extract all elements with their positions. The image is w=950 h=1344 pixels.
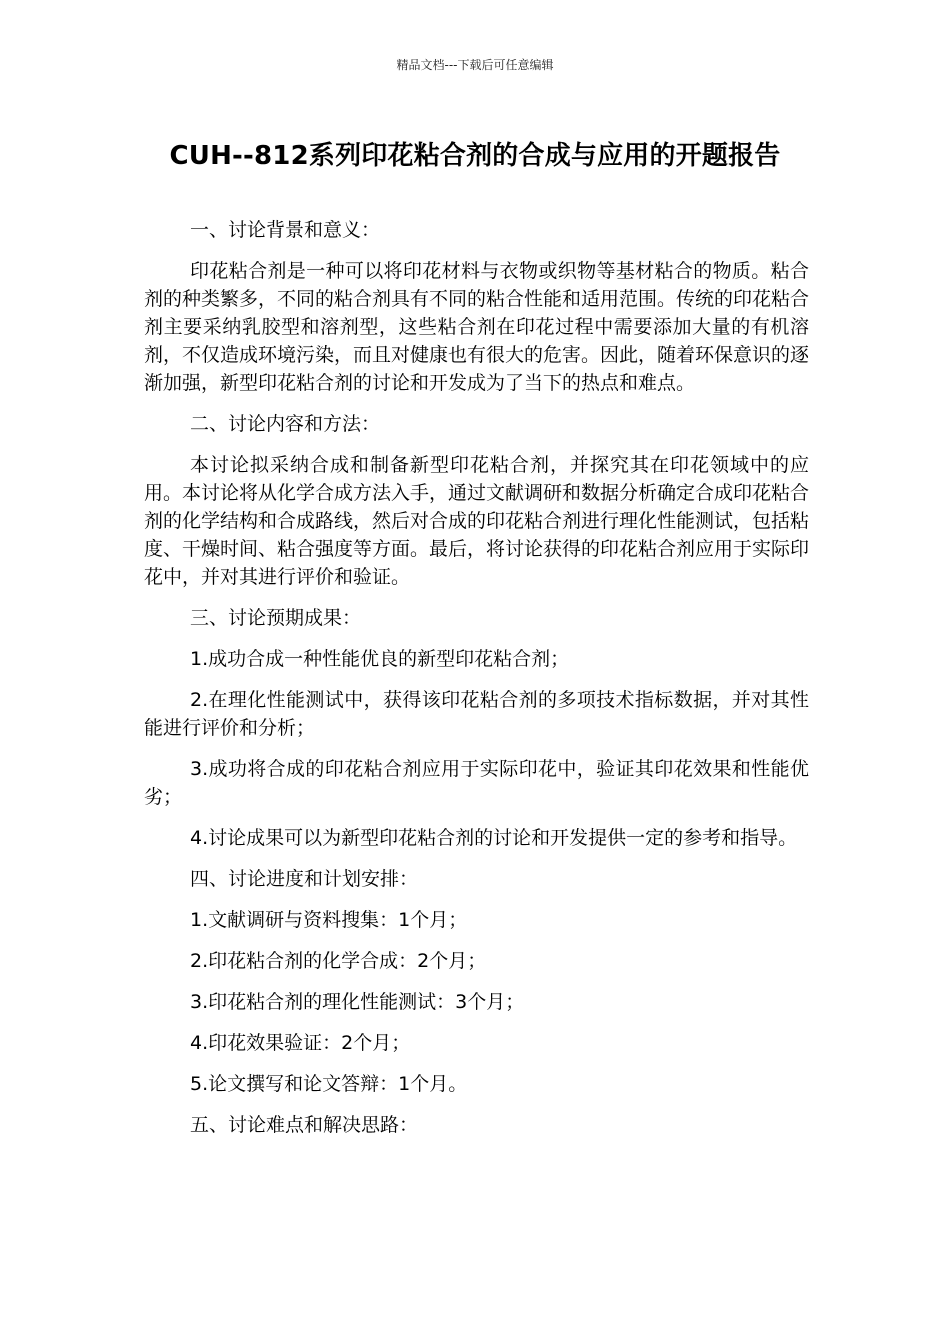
list-item-result-3: 3.成功将合成的印花粘合剂应用于实际印花中，验证其印花效果和性能优劣； (144, 758, 809, 808)
document-body (144, 216, 809, 1152)
section-heading-expected-results: 三、讨论预期成果： (190, 607, 362, 629)
list-item-schedule-1: 1.文献调研与资料搜集：1个月； (190, 909, 468, 931)
section-heading-difficulties: 五、讨论难点和解决思路： (190, 1114, 419, 1136)
list-item-result-4: 4.讨论成果可以为新型印花粘合剂的讨论和开发提供一定的参考和指导。 (190, 827, 798, 849)
list-item-schedule-4: 4.印花效果验证：2个月； (190, 1032, 411, 1054)
document-title: CUH--812系列印花粘合剂的合成与应用的开题报告 (169, 141, 781, 171)
list-item-result-2: 2.在理化性能测试中，获得该印花粘合剂的多项技术指标数据，并对其性能进行评价和分析； (144, 689, 809, 739)
section-heading-schedule: 四、讨论进度和计划安排： (190, 868, 419, 890)
section-heading-background: 一、讨论背景和意义： (190, 219, 381, 241)
list-item-schedule-2: 2.印花粘合剂的化学合成：2个月； (190, 950, 487, 972)
header-note: 精品文档---下载后可任意编辑 (396, 58, 554, 72)
section-heading-content-methods: 二、讨论内容和方法： (190, 413, 381, 435)
list-item-schedule-3: 3.印花粘合剂的理化性能测试：3个月； (190, 991, 525, 1013)
list-item-schedule-5: 5.论文撰写和论文答辩：1个月。 (190, 1073, 468, 1095)
paragraph-background: 印花粘合剂是一种可以将印花材料与衣物或织物等基材粘合的物质。粘合剂的种类繁多，不同的粘合剂具有不同的粘合性能和适用范围。传统的印花粘合剂主要采纳乳胶型和溶剂型，这些粘合剂在印花过程中需要添加大量的有机溶剂，不仅造成环境污染，而且对健康也有很大的危害。因此，随着环保意识的逐渐加强，新型印花粘合剂的讨论和开发成为了当下的热点和难点。 (144, 260, 810, 394)
paragraph-content-methods: 本讨论拟采纳合成和制备新型印花粘合剂，并探究其在印花领域中的应用。本讨论将从化学合成方法入手，通过文献调研和数据分析确定合成印花粘合剂的化学结构和合成路线，然后对合成的印花粘合剂进行理化性能测试，包括粘度、干燥时间、粘合强度等方面。最后，将讨论获得的印花粘合剂应用于实际印花中，并对其进行评价和验证。 (144, 454, 810, 588)
list-item-result-1: 1.成功合成一种性能优良的新型印花粘合剂； (190, 648, 570, 670)
